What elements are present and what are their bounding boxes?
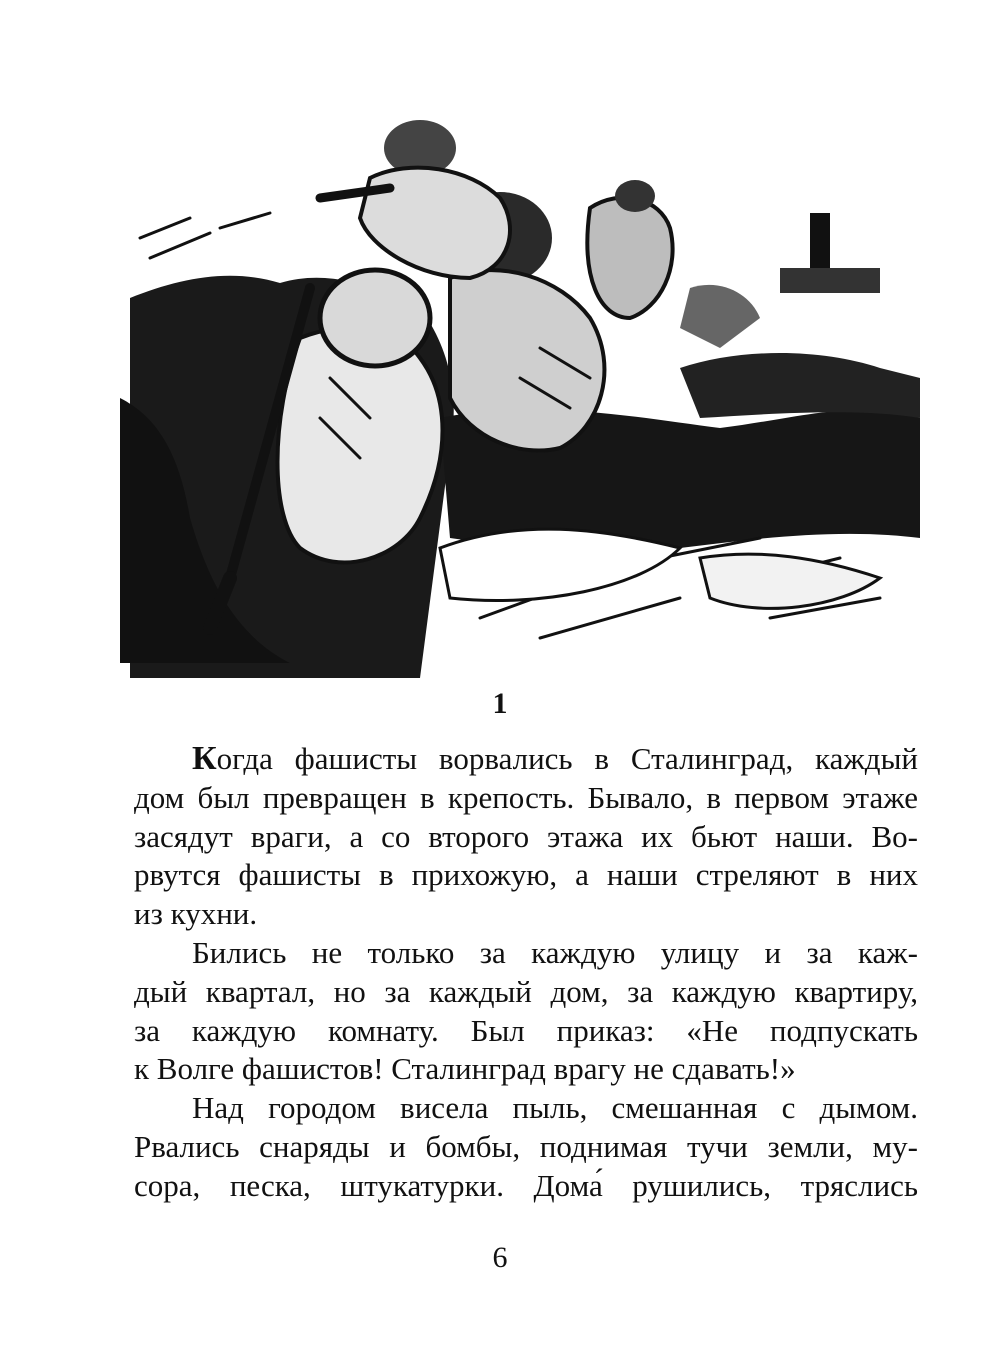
illustration-drawing	[120, 118, 925, 678]
text-line: засядут враги, а со второго этажа их бьют наши. Во-	[134, 818, 918, 854]
text-line: Рвались снаряды и бомбы, поднимая тучи земли, му-	[134, 1128, 918, 1164]
text-line: к Волге фашистов! Сталинград врагу не сдавать!»	[134, 1051, 796, 1087]
text-line: из кухни.	[134, 896, 258, 932]
text-line: Над городом висела пыль, смешанная с дымом.	[192, 1090, 918, 1126]
text-line: дом был превращен в крепость. Бывало, в первом этаже	[134, 779, 918, 815]
chapter-number: 1	[492, 687, 508, 720]
text-line: рвутся фашисты в прихожую, а наши стреляют в них	[134, 857, 918, 893]
page-number: 6	[492, 1241, 508, 1274]
text-line: Бились не только за каждую улицу и за каж-	[192, 934, 918, 970]
body-text	[134, 740, 918, 1206]
dropcap-letter: К	[192, 740, 217, 777]
war-scene-illustration	[120, 118, 925, 678]
text-line: сора, песка, штукатурки. Дома́ рушились, тряслись	[134, 1167, 918, 1203]
text-line: дый квартал, но за каждый дом, за каждую квартиру,	[134, 973, 918, 1009]
text-line: за каждую комнату. Был приказ: «Не подпускать	[134, 1012, 918, 1048]
text-line-content: огда фашисты ворвались в Сталинград, каждый	[216, 741, 918, 776]
text-line	[134, 740, 918, 779]
